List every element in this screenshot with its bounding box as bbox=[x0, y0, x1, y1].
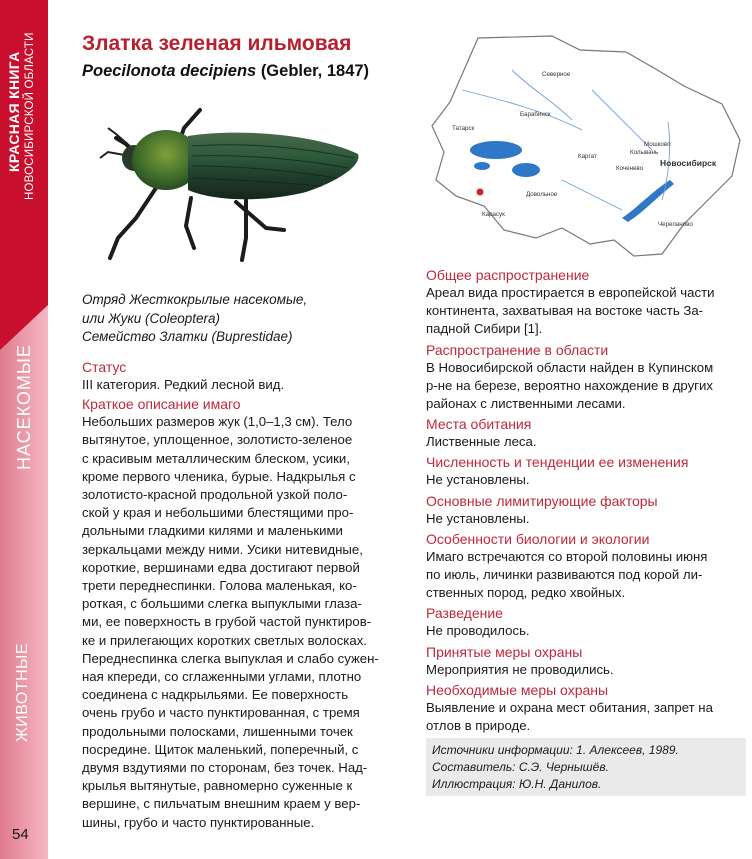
text-line: шины, грубо и часто пунктированные. bbox=[82, 814, 315, 830]
page-number: 54 bbox=[12, 826, 29, 843]
section-heading: Статус bbox=[82, 359, 127, 375]
text-line: В Новосибирской области найден в Купинском bbox=[426, 359, 714, 375]
section-heading: Краткое описание имаго bbox=[82, 396, 241, 413]
finding-site-marker bbox=[477, 189, 484, 196]
text-line: крылья вытянутые, равномерно суженные к bbox=[82, 778, 353, 794]
text-line: районах с лиственными лесами. bbox=[426, 396, 626, 412]
text-line: р-не на березе, вероятно нахождение в других bbox=[426, 377, 713, 393]
city-label: Мошково bbox=[644, 141, 671, 148]
latin-species: Poecilonota decipiens bbox=[82, 62, 257, 80]
city-label: Довольное bbox=[526, 191, 558, 198]
text-line: Лиственные леса. bbox=[426, 434, 537, 450]
text-line: Имаго встречаются со второй половины июня bbox=[426, 548, 708, 564]
right-column bbox=[426, 266, 744, 737]
section-text bbox=[426, 284, 744, 339]
text-line: двумя вздутиями по сторонам, без точек. Над- bbox=[82, 760, 368, 776]
section-heading: Места обитания bbox=[426, 416, 532, 433]
species-title: Златка зеленая ильмовая bbox=[82, 32, 352, 55]
text-line: с красивым металлическим блеском, усики, bbox=[82, 450, 350, 466]
text-line: Выявление и охрана мест обитания, запрет на bbox=[426, 699, 713, 715]
text-line: посредине. Щиток маленький, поперечный, с bbox=[82, 741, 359, 757]
section-text bbox=[426, 548, 744, 603]
text-line: ственных пород, редко хвойных. bbox=[426, 585, 626, 601]
book-title: КРАСНАЯ КНИГА bbox=[6, 51, 22, 172]
latin-author: (Gebler, 1847) bbox=[260, 62, 370, 80]
text-line: очень грубо и часто пунктированная, с тремя bbox=[82, 705, 360, 721]
text-line: по июль, личинки развиваются под корой ли- bbox=[426, 567, 703, 583]
section-text bbox=[82, 376, 386, 394]
section-text bbox=[426, 359, 744, 414]
book-region: НОВОСИБИРСКОЙ ОБЛАСТИ bbox=[24, 32, 36, 200]
section-text bbox=[426, 433, 744, 451]
text-line: золотисто-красной продольной узкой поло- bbox=[82, 487, 348, 503]
text-line: вершине, с пильчатым внешним краем у вер- bbox=[82, 796, 361, 812]
section-heading: Распространение в области bbox=[426, 341, 609, 358]
sources-box bbox=[426, 738, 746, 796]
section-heading: Необходимые меры охраны bbox=[426, 681, 609, 698]
section-text bbox=[426, 622, 744, 640]
text-line: дольными гладкими килями и маленькими bbox=[82, 523, 343, 539]
text-line: континента, захватывая на востоке часть За- bbox=[426, 303, 704, 319]
text-line: ской у края и небольшими блестящими про- bbox=[82, 505, 354, 521]
text-line: Небольших размеров жук (1,0–1,3 см). Тело bbox=[82, 414, 353, 430]
taxonomy-line: Отряд Жесткокрылые насекомые, bbox=[82, 292, 308, 307]
section-heading: Разведение bbox=[426, 605, 503, 622]
section-heading: Принятые меры охраны bbox=[426, 643, 583, 660]
sources-compiler: Составитель: С.Э. Чернышёв. bbox=[432, 760, 609, 774]
city-label: Коченево bbox=[616, 165, 644, 172]
city-label: Каргат bbox=[578, 153, 597, 160]
text-line: Ареал вида простирается в европейской части bbox=[426, 285, 715, 300]
section-text bbox=[426, 699, 744, 735]
text-line: ке и прилегающих коротких светлых волосках. bbox=[82, 632, 367, 648]
city-label: Северное bbox=[542, 71, 571, 78]
city-label: Черепаново bbox=[658, 221, 693, 228]
text-line: зеркальцами между ними. Усики нитевидные, bbox=[82, 541, 363, 557]
text-line: III категория. Редкий лесной вид. bbox=[82, 377, 285, 392]
kingdom-label: ЖИВОТНЫЕ bbox=[14, 642, 31, 742]
taxonomy-line: Семейство Златки (Buprestidae) bbox=[82, 329, 293, 344]
text-line: Мероприятия не проводились. bbox=[426, 661, 614, 677]
taxonomy-block bbox=[82, 291, 307, 347]
text-line: трети переднеспинки. Голова маленькая, ко- bbox=[82, 578, 357, 594]
text-line: отлов в природе. bbox=[426, 718, 531, 734]
section-heading: Основные лимитирующие факторы bbox=[426, 492, 658, 509]
text-line: ная кпереди, со сглаженными углами, плотно bbox=[82, 669, 362, 685]
section-heading: Численность и тенденции ее изменения bbox=[426, 454, 689, 471]
beetle-illustration bbox=[96, 98, 364, 280]
text-line: продольными полосками, лишенными точек bbox=[82, 723, 353, 739]
taxonomy-line: или Жуки (Coleoptera) bbox=[82, 310, 221, 326]
text-line: Не установлены. bbox=[426, 472, 530, 488]
section-label: НАСЕКОМЫЕ bbox=[14, 344, 34, 470]
city-label: Карасук bbox=[482, 211, 505, 218]
text-line: Переднеспинка слегка выпуклая и слабо сужен- bbox=[82, 650, 379, 666]
section-text bbox=[426, 661, 744, 679]
city-label: Новосибирск bbox=[660, 158, 717, 168]
section-text bbox=[82, 413, 386, 832]
text-line: короткие, вершинами едва достигают первой bbox=[82, 559, 360, 575]
city-label: Колывань bbox=[630, 149, 659, 156]
section-text bbox=[426, 510, 744, 528]
sources-illustration: Иллюстрация: Ю.Н. Данилов. bbox=[432, 777, 602, 791]
city-label: Татарск bbox=[452, 125, 475, 132]
species-latin-name bbox=[82, 62, 369, 81]
text-line: кроме первого членика, бурые. Надкрылья с bbox=[82, 468, 356, 484]
section-heading: Общее распространение bbox=[426, 267, 590, 283]
text-line: ми, ее поверхность в грубой частой пунктиров- bbox=[82, 614, 372, 630]
text-line: Не проводилось. bbox=[426, 623, 530, 639]
section-text bbox=[426, 471, 744, 489]
sidebar bbox=[0, 0, 48, 859]
left-column bbox=[82, 358, 386, 832]
text-line: вытянутое, уплощенное, золотисто-зеленое bbox=[82, 432, 353, 448]
city-label: Барабинск bbox=[520, 111, 551, 118]
text-line: роткая, с большими слегка выпуклыми глаза- bbox=[82, 596, 362, 612]
sources-info: Источники информации: 1. Алексеев, 1989. bbox=[432, 743, 679, 757]
text-line: падной Сибири [1]. bbox=[426, 321, 543, 337]
text-line: Не установлены. bbox=[426, 510, 530, 526]
range-map bbox=[422, 30, 742, 266]
text-line: соединена с надкрыльями. Ее поверхность bbox=[82, 687, 349, 703]
section-heading: Особенности биологии и экологии bbox=[426, 530, 650, 547]
